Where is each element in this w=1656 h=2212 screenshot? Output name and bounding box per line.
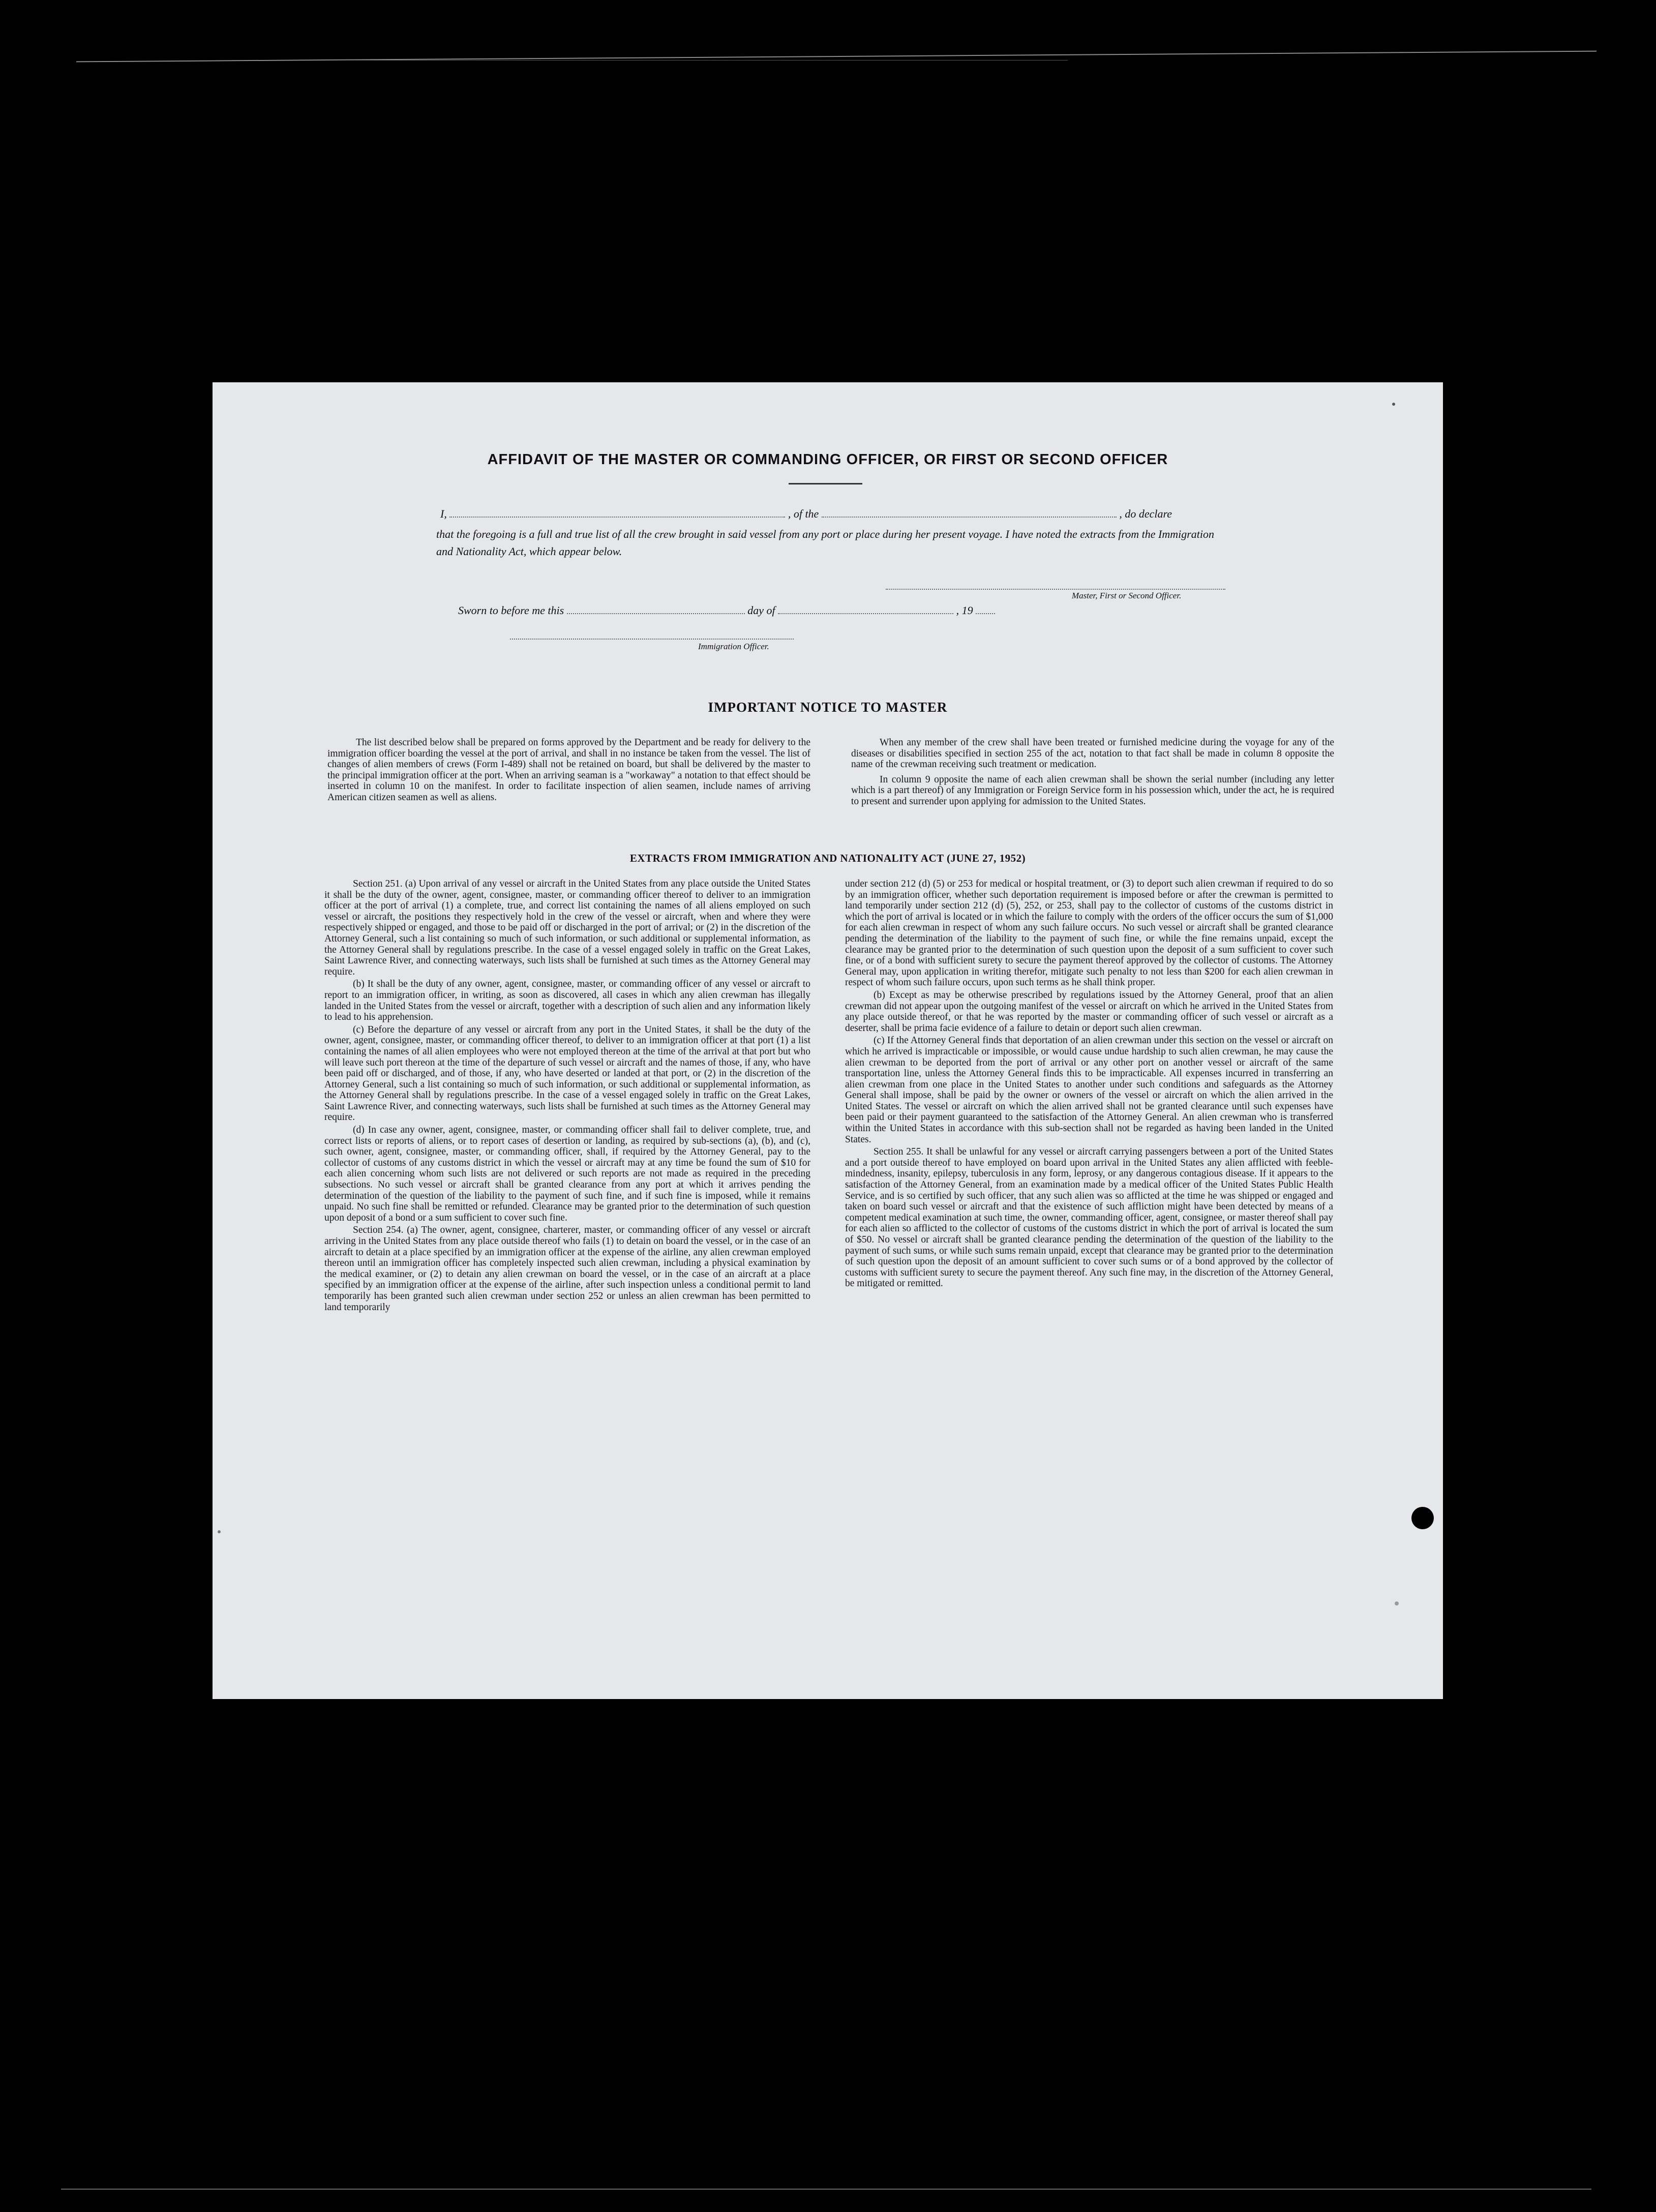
section-251-d: (d) In case any owner, agent, consignee, master, or commanding officer shall fail to deliver complete, true, and correct lists or reports of aliens, or to report cases of desertion or landing, as required by sub-sections (a), (b), and (c), such owner, agent, consignee, master, or commanding officer, shall, if required by the Attorney General, pay to the collector of customs of any customs district in which the vessel or aircraft may at any time be found the sum of $10 for each alien concerning whom such lists are not delivered or such reports are not made as required in the preceding subsections. No such vessel or aircraft shall be granted clearance from any port at which it arrives pending the determination of the question of the liability to the payment of such fine, and if such fine is imposed, while it remains unpaid. No such fine shall be remitted or refunded. Clearance may be granted prior to the determination of such question upon deposit of a bond or a sum sufficient to cover such fine.: [324, 1125, 810, 1223]
declaration-line: [440, 507, 1172, 521]
officer-signature-line[interactable]: [510, 638, 794, 640]
do-declare-label: , do declare: [1119, 507, 1172, 520]
section-254-c: (c) If the Attorney General finds that deportation of an alien crewman under this section on the vessel or aircraft on which he arrived is impracticable or impossible, or would cause undue hardship to such alien crewman, he may cause the alien crewman to be deported from the port of arrival or any other port on another vessel or aircraft of the same transportation line, unless the Attorney General finds this to be impracticable. All expenses incurred in transferring an alien crewman from one place in the United States to another under such conditions and safeguards as the Attorney General shall impose, shall be paid by the owner or owners of the vessel or aircraft on which the alien arrived in the United States. The vessel or aircraft on which the alien arrived shall not be granted clearance until such expenses have been paid or their payment guaranteed to the satisfaction of the Attorney General. An alien crewman who is transferred within the United States in accordance with this sub-section shall not be regarded as having been landed in the United States.: [845, 1035, 1333, 1145]
document-page: [213, 382, 1443, 1699]
section-254-a-continued: under section 212 (d) (5) or 253 for medical or hospital treatment, or (3) to deport such alien crewman if required to do so by an immigration officer, whether such deportation requirement is imposed before or after the crewman is permitted to land temporarily under section 212 (d) (5), 252, or 253, shall pay to the collector of customs of the customs district in which the port of arrival is located or in which the failure to comply with the orders of the officer occurs the sum of $1,000 for each alien crewman in respect of whom any such failure occurs. No such vessel or aircraft shall be granted clearance pending the determination of the liability to the payment of such fine, or while the fine remains unpaid, except the clearance may be granted prior to the determination of such question upon the deposit of a sum sufficient to cover such fine, or of a bond with sufficient surety to secure the payment thereof approved by the collector of customs. The Attorney General may, upon application in writing therefor, mitigate such penalty to not less than $200 for each alien crewman in respect of whom such failure occurs, upon such terms as he shall think proper.: [845, 878, 1333, 988]
declarant-prefix: I,: [440, 507, 447, 520]
day-of-label: day of: [747, 604, 775, 617]
vessel-of-the-label: , of the: [788, 507, 819, 520]
master-signature-line[interactable]: [886, 588, 1225, 590]
scan-speck: [1395, 1601, 1399, 1605]
section-251-a: Section 251. (a) Upon arrival of any vessel or aircraft in the United States from any place outside the United States it shall be the duty of the owner, agent, consignee, master, or commanding officer thereof to deliver to an immigration officer at the port of arrival (1) a complete, true, and correct list containing the names of all aliens employed on such vessel or aircraft, the positions they respectively hold in the crew of the vessel or aircraft, when and where they were respectively shipped or engaged, and those to be paid off or discharged in the port of arrival; or (2) in the discretion of the Attorney General, such a list containing so much of such information, or such additional or supplemental information, as the Attorney General shall by regulations prescribe. In the case of a vessel engaged solely in traffic on the Great Lakes, Saint Lawrence River, and connecting waterways, such lists shall be furnished at such times as the Attorney General may require.: [324, 878, 810, 977]
year-label: , 19: [956, 604, 973, 617]
notice-heading: IMPORTANT NOTICE TO MASTER: [708, 700, 948, 715]
master-signature-caption: Master, First or Second Officer.: [1072, 591, 1182, 600]
sworn-day-field[interactable]: [567, 604, 745, 614]
extracts-heading: EXTRACTS FROM IMMIGRATION AND NATIONALITY ACT (JUNE 27, 1952): [629, 852, 1026, 864]
scan-edge-top: [76, 51, 1597, 63]
notice-right-column: [851, 737, 1334, 809]
notice-right-paragraph-2: In column 9 opposite the name of each alien crewman shall be shown the serial number (including any letter which is a part thereof) of any Immigration or Foreign Service form in his possession which, under the act, he is required to present and surrender upon applying for admission to the United States.: [851, 774, 1334, 807]
section-254-a: Section 254. (a) The owner, agent, consignee, charterer, master, or commanding officer of any vessel or aircraft arriving in the United States from any place outside thereof who fails (1) to detain on board the vessel, or in the case of an aircraft to detain at a place specified by an immigration officer at the expense of the airline, any alien crewman employed thereon until an immigration officer has completely inspected such alien crewman, including a physical examination by the medical examiner, or (2) to detain any alien crewman on board the vessel, or in the case of an aircraft at a place specified by an immigration officer at the expense of the airline, after such inspection unless a conditional permit to land temporarily has been granted such alien crewman under section 252 or unless an alien crewman has been permitted to land temporarily: [324, 1225, 810, 1313]
extracts-left-column: [324, 878, 810, 1314]
scan-speck: [218, 1530, 221, 1533]
vessel-name-field[interactable]: [822, 507, 1117, 518]
notice-left-paragraph: The list described below shall be prepared on forms approved by the Department and be ready for delivery to the immigration officer boarding the vessel at the port of arrival, and shall in no instance be taken from the vessel. The list of changes of alien members of crews (Form I-489) shall not be retained on board, but shall be delivered by the master to the principal immigration officer at the port. When an arriving seaman is a "workaway" a notation to that effect should be inserted in column 10 on the manifest. In order to facilitate inspection of alien seamen, include names of arriving American citizen seamen as well as aliens.: [327, 737, 810, 803]
affidavit-title: AFFIDAVIT OF THE MASTER OR COMMANDING OFFICER, OR FIRST OR SECOND OFFICER: [487, 451, 1168, 468]
sworn-prefix: Sworn to before me this: [458, 604, 564, 617]
section-254-b: (b) Except as may be otherwise prescribed by regulations issued by the Attorney General, proof that an alien crewman did not appear upon the outgoing manifest of the vessel or aircraft on which he arrived in the United States from any place outside thereof, or that he was reported by the master or commanding officer of such vessel or aircraft as a deserter, shall be prima facie evidence of a failure to detain or deport such alien crewman.: [845, 989, 1333, 1034]
notice-right-paragraph-1: When any member of the crew shall have been treated or furnished medicine during the voyage for any of the diseases or disabilities specified in section 255 of the act, notation to that fact shall be made in column 8 opposite the name of the crewman receiving such treatment or medication.: [851, 737, 1334, 770]
scan-speck: [1392, 403, 1395, 406]
sworn-month-field[interactable]: [778, 604, 953, 614]
scan-edge-bottom: [61, 2189, 1591, 2190]
affidavit-statement: that the foregoing is a full and true list of all the crew brought in said vessel from any port or place during her present voyage. I have noted the extracts from the Immigration and Nationality Act, which appear below.: [436, 528, 1215, 558]
notice-left-column: [327, 737, 810, 805]
officer-signature-caption: Immigration Officer.: [698, 642, 769, 651]
section-251-b: (b) It shall be the duty of any owner, agent, consignee, master, or commanding officer of any vessel or aircraft to report to an immigration officer, in writing, as soon as discovered, all cases in which any alien crewman has illegally landed in the United States from the vessel or aircraft, together with a description of such alien and any information likely to lead to his apprehension.: [324, 979, 810, 1023]
sworn-line: [458, 604, 995, 617]
section-255: Section 255. It shall be unlawful for any vessel or aircraft carrying passengers between a port of the United States and a port outside thereof to have employed on board upon arrival in the United States any alien afflicted with feeble-mindedness, insanity, epilepsy, tuberculosis in any form, leprosy, or any dangerous contagious disease. If it appears to the satisfaction of the Attorney General, from an examination made by a medical officer of the United States Public Health Service, and is so certified by such officer, that any such alien was so afflicted at the time he was shipped or engaged and taken on board such vessel or aircraft and that the existence of such affliction might have been detected by means of a competent medical examination at such time, the owner, commanding officer, agent, consignee, or master thereof shall pay for each alien so afflicted to the collector of customs of the customs district in which the port of arrival is located the sum of $50. No vessel or aircraft shall be granted clearance pending the determination of the question of the liability to the payment of such sums, or while such sums remain unpaid, except that clearance may be granted prior to the determination of such question upon the deposit of an amount sufficient to cover such sums or of a bond approved by the collector of customs with sufficient surety to secure the payment thereof. Any such fine may, in the discretion of the Attorney General, be mitigated or remitted.: [845, 1146, 1333, 1289]
declarant-name-field[interactable]: [449, 507, 785, 518]
punch-hole-mark: [1411, 1507, 1434, 1529]
section-251-c: (c) Before the departure of any vessel or aircraft from any port in the United States, it shall be the duty of the owner, agent, consignee, master, or commanding officer thereof, to deliver to an immigration officer at that port (1) a list containing the names of all alien employees who were not employed thereon at the time of the arrival at that port but who will leave such port thereon at the time of the departure of such vessel or aircraft and the names of those, if any, who have been paid off or discharged, and of those, if any, who have deserted or landed at that port, or (2) in the discretion of the Attorney General, such a list containing so much of such information, or such additional or supplemental information, as the Attorney General shall by regulations prescribe. In the case of a vessel engaged solely in traffic on the Great Lakes, Saint Lawrence River, and connecting waterways, such lists shall be furnished at such times as the Attorney General may require.: [324, 1024, 810, 1123]
extracts-right-column: [845, 878, 1333, 1291]
title-underline: [789, 483, 862, 484]
sworn-year-field[interactable]: [976, 604, 995, 614]
